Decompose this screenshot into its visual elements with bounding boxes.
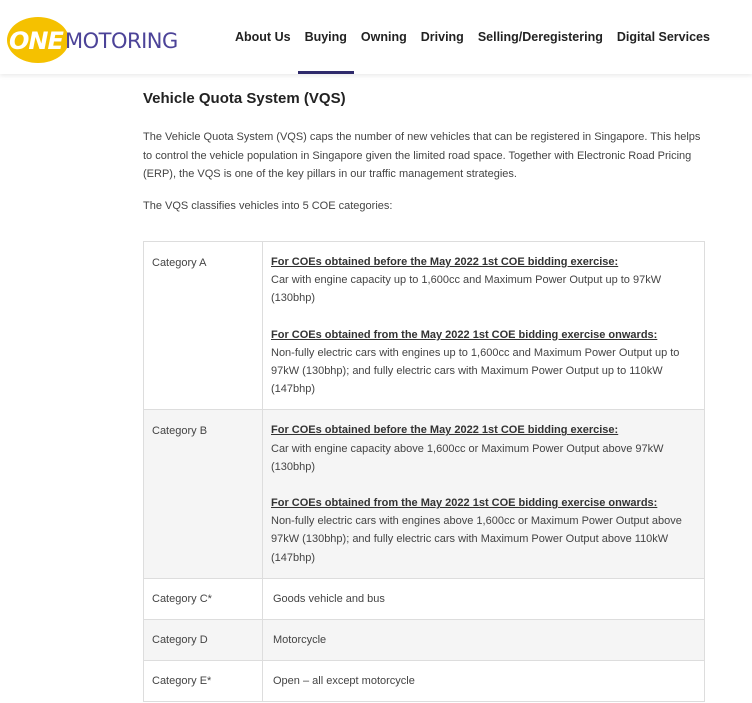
after-text: Non-fully electric cars with engines up to 1,600cc and Maximum Power Output up to 97kW (130bhp); and fully electric cars with Maximum Power Output up to 110kW (147bhp) bbox=[271, 346, 680, 396]
after-text: Non-fully electric cars with engines above 1,600cc or Maximum Power Output above 97kW (130bhp); and fully electric cars with Maximum Power Output above 110kW (147bhp) bbox=[271, 515, 682, 564]
table-row bbox=[144, 578, 705, 619]
before-text: Car with engine capacity above 1,600cc or Maximum Power Output above 97kW (130bhp) bbox=[271, 442, 664, 473]
after-heading: For COEs obtained from the May 2022 1st COE bidding exercise onwards: bbox=[271, 497, 658, 510]
table-row bbox=[144, 410, 705, 578]
table-row bbox=[144, 242, 705, 410]
nav-buying[interactable]: Buying bbox=[298, 0, 354, 74]
before-text: Car with engine capacity up to 1,600cc and Maximum Power Output up to 97kW (130bhp) bbox=[271, 274, 662, 305]
nav-about-us[interactable]: About Us bbox=[235, 30, 291, 44]
table-row bbox=[144, 620, 705, 661]
nav-owning[interactable]: Owning bbox=[360, 30, 407, 44]
category-description: Open – all except motorcycle bbox=[263, 661, 705, 702]
intro-paragraph: The Vehicle Quota System (VQS) caps the number of new vehicles that can be registered in Singapore. This helps to control the vehicle population in Singapore given the limited road space. Together with Electronic Road Pricing (ERP), the VQS is one of the key pillars in our traffic management strategies. bbox=[143, 131, 701, 180]
nav-selling-deregistering[interactable]: Selling/Deregistering bbox=[477, 30, 603, 44]
category-description: Goods vehicle and bus bbox=[263, 578, 705, 619]
before-heading: For COEs obtained before the May 2022 1st COE bidding exercise: bbox=[271, 256, 619, 268]
before-heading: For COEs obtained before the May 2022 1st COE bidding exercise: bbox=[271, 424, 619, 437]
category-label: Category E* bbox=[144, 661, 263, 702]
page-title: Vehicle Quota System (VQS) bbox=[143, 90, 346, 107]
category-label: Category A bbox=[144, 242, 263, 410]
onemotoring-logo[interactable] bbox=[7, 17, 179, 65]
after-heading: For COEs obtained from the May 2022 1st COE bidding exercise onwards: bbox=[271, 328, 658, 341]
category-label: Category B bbox=[144, 410, 263, 578]
logo-motoring-text: MOTORING bbox=[65, 29, 178, 53]
category-label: Category C* bbox=[144, 578, 263, 619]
category-description: Motorcycle bbox=[263, 620, 705, 661]
main-nav bbox=[228, 0, 717, 74]
logo-one-text: ONE bbox=[9, 27, 63, 55]
site-header bbox=[0, 0, 752, 74]
coe-categories-table bbox=[143, 241, 705, 702]
nav-digital-services[interactable]: Digital Services bbox=[616, 30, 710, 44]
table-row bbox=[144, 661, 705, 702]
category-description bbox=[263, 242, 705, 410]
nav-driving[interactable]: Driving bbox=[420, 30, 464, 44]
categories-intro: The VQS classifies vehicles into 5 COE categories: bbox=[143, 200, 393, 212]
category-description bbox=[263, 410, 705, 578]
category-label: Category D bbox=[144, 620, 263, 661]
